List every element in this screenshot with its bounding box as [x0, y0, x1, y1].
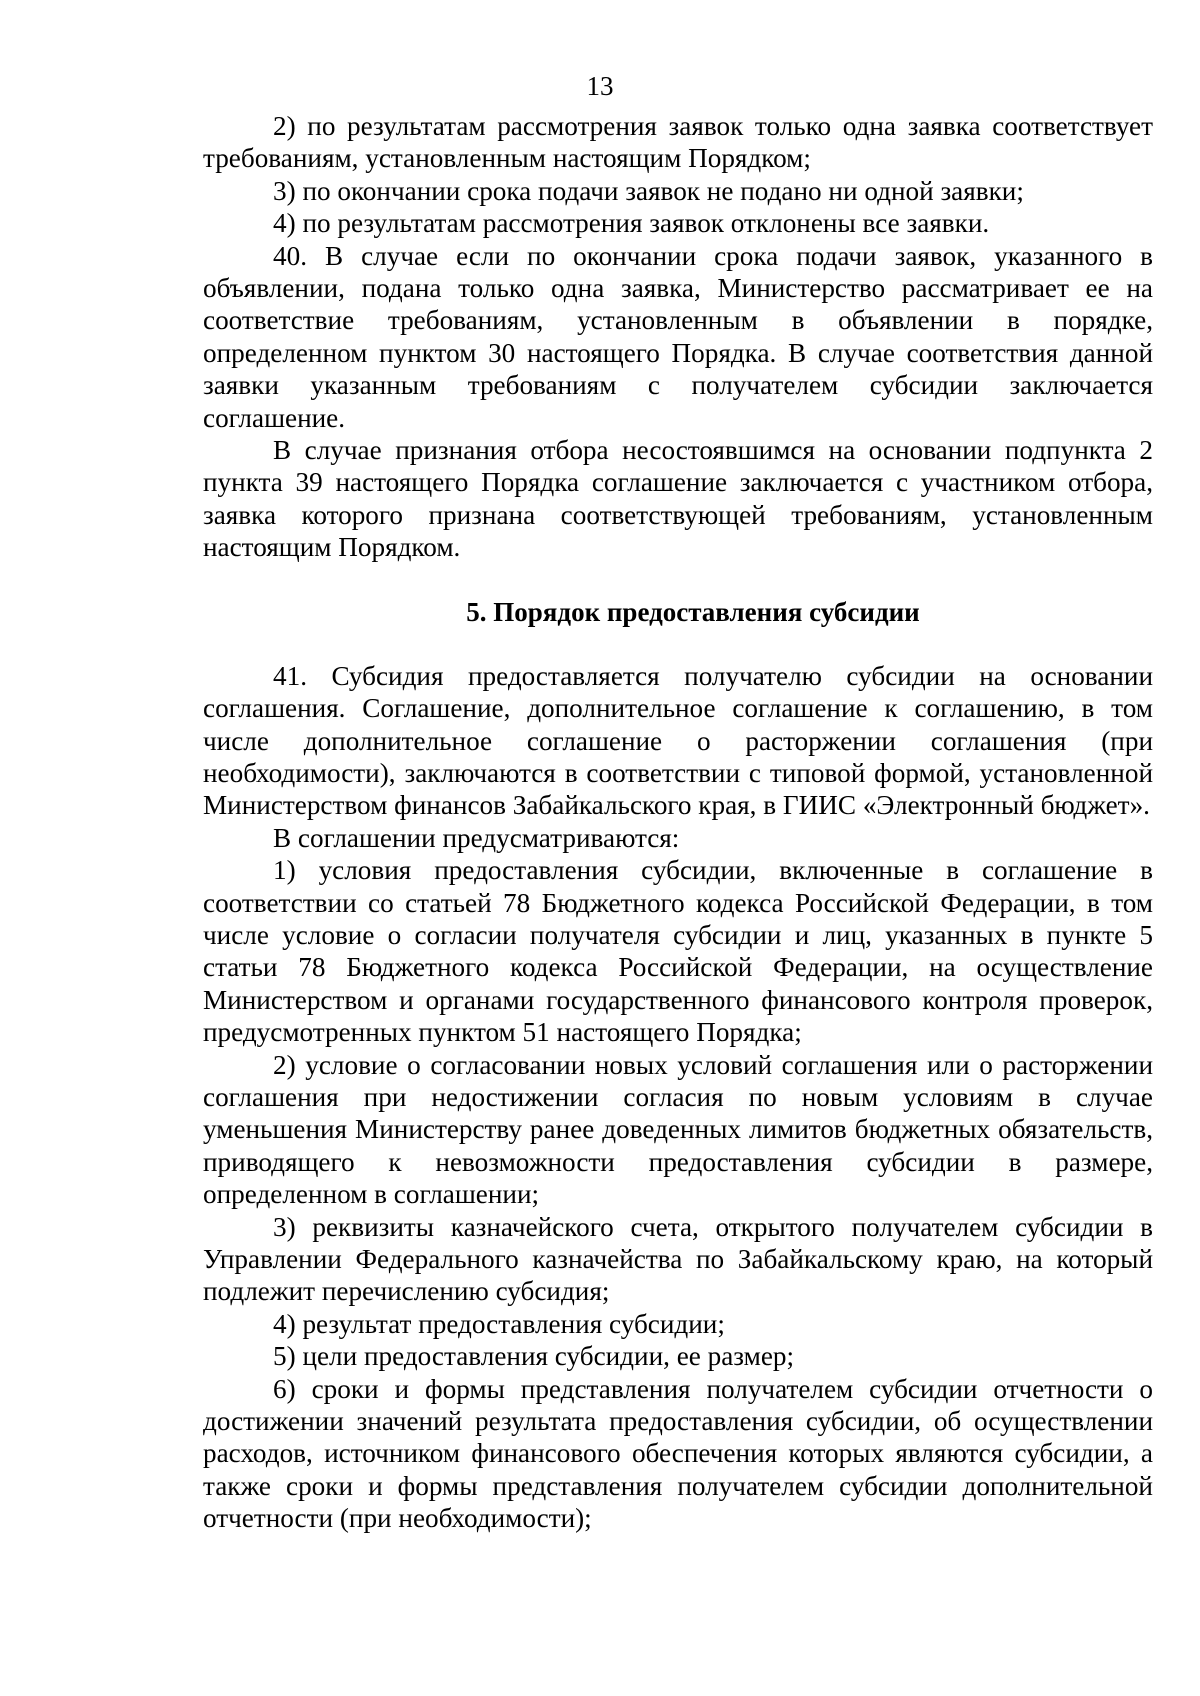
page-number: 13 — [586, 71, 614, 101]
paragraph-agreement-item-6: 6) сроки и формы представления получателем субсидии отчетности о достижении значений результата предоставления субсидии, об осуществлении расходов, источником финансового обеспечения которых являются субсидии, а также сроки и формы представления получателем субсидии дополнительной отчетности (при необходимости); — [203, 1373, 1153, 1534]
paragraph-agreement-item-4: 4) результат предоставления субсидии; — [273, 1308, 725, 1339]
paragraph-clause-40-continuation: В случае признания отбора несостоявшимся на основании подпункта 2 пункта 39 настоящего Порядка соглашение заключается с участником отбора, заявка которого признана соответствующей требованиям, установленным настоящим Порядком. — [203, 435, 1153, 563]
paragraph-clause-41: 41. Субсидия предоставляется получателю субсидии на основании соглашения. Соглашение, дополнительное соглашение к соглашению, в том числе дополнительное соглашение о расторжении соглашения (при необходимости), заключаются в соответствии с типовой формой, установленной Министерством финансов Забайкальского края, в ГИИС «Электронный бюджет». — [203, 660, 1153, 821]
section-heading: 5. Порядок предоставления субсидии — [466, 596, 920, 627]
paragraph-clause-40: 40. В случае если по окончании срока подачи заявок, указанного в объявлении, подана только одна заявка, Министерство рассматривает ее на соответствие требованиям, установленным в объявлении в порядке, определенном пунктом 30 настоящего Порядка. В случае соответствия данной заявки указанным требованиям с получателем субсидии заключается соглашение. — [203, 240, 1153, 433]
paragraph-agreement-item-1: 1) условия предоставления субсидии, включенные в соглашение в соответствии со статьей 78 Бюджетного кодекса Российской Федерации, в том числе условие о согласии получателя субсидии и лиц, указанных в пункте 5 статьи 78 Бюджетного кодекса Российской Федерации, на осуществление Министерством и органами государственного финансового контроля проверок, предусмотренных пунктом 51 настоящего Порядка; — [203, 855, 1153, 1048]
paragraph-agreement-item-5: 5) цели предоставления субсидии, ее размер; — [273, 1341, 795, 1372]
paragraph-agreement-intro: В соглашении предусматриваются: — [273, 822, 680, 853]
paragraph-item-2: 2) по результатам рассмотрения заявок только одна заявка соответствует требованиям, установленным настоящим Порядком; — [203, 111, 1153, 174]
paragraph-agreement-item-3: 3) реквизиты казначейского счета, открытого получателем субсидии в Управлении Федерального казначейства по Забайкальскому краю, на который подлежит перечислению субсидия; — [203, 1211, 1153, 1307]
paragraph-agreement-item-2: 2) условие о согласовании новых условий соглашения или о расторжении соглашения при недостижении согласия по новым условиям в случае уменьшения Министерству ранее доведенных лимитов бюджетных обязательств, приводящего к невозможности предоставления субсидии в размере, определенном в соглашении; — [203, 1049, 1153, 1210]
paragraph-item-3: 3) по окончании срока подачи заявок не подано ни одной заявки; — [273, 175, 1024, 206]
paragraph-item-4: 4) по результатам рассмотрения заявок отклонены все заявки. — [273, 208, 990, 239]
document-body — [203, 110, 1153, 1535]
